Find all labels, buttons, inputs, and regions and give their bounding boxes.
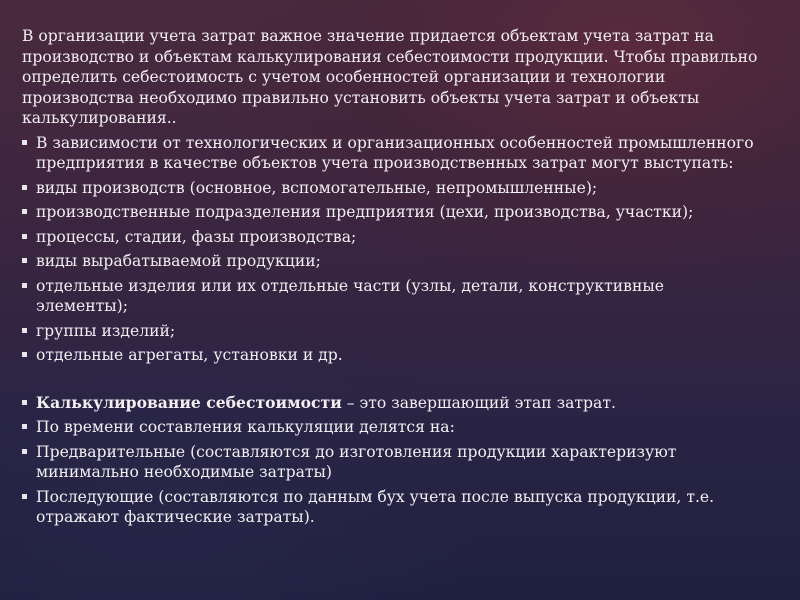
list-item	[22, 227, 760, 248]
bullet-icon	[22, 234, 27, 239]
list-item	[22, 442, 760, 483]
bullet-icon	[22, 449, 27, 454]
bullet-icon	[22, 185, 27, 190]
list-item	[22, 276, 760, 317]
bullet-icon	[22, 352, 27, 357]
bullet-list	[22, 133, 760, 528]
bullet-icon	[22, 140, 27, 145]
bullet-icon	[22, 400, 27, 405]
bullet-icon	[22, 494, 27, 499]
list-item	[22, 321, 760, 342]
list-item-text: группы изделий;	[36, 321, 176, 340]
calc-definition: – это завершающий этап затрат.	[341, 393, 616, 412]
lead-paragraph: В организации учета затрат важное значение придается объектам учета затрат на производство и объектам калькулирования себестоимости продукции. Чтобы правильно определить себестоимость с учетом особенностей организации и технологии производства необходимо правильно установить объекты учета затрат и объекты калькулирования..	[22, 27, 758, 127]
bullet-icon	[22, 258, 27, 263]
list-item	[22, 133, 760, 174]
bullet-icon	[22, 209, 27, 214]
list-item-text: отдельные изделия или их отдельные части (узлы, детали, конструктивные элементы);	[36, 276, 664, 315]
bullet-icon	[22, 328, 27, 333]
list-item	[22, 202, 760, 223]
list-item	[22, 417, 760, 438]
list-item-text: По времени составления калькуляции делятся на:	[36, 418, 455, 436]
calc-term: Калькулирование себестоимости	[36, 392, 342, 412]
list-item-text: Последующие (составляются по данным бух учета после выпуска продукции, т.е. отражают фактические затраты).	[36, 487, 715, 526]
list-item	[22, 251, 760, 272]
list-item	[22, 345, 760, 366]
list-item-text: отдельные агрегаты, установки и др.	[36, 346, 343, 364]
list-item-text: виды производств (основное, вспомогательные, непромышленные);	[36, 178, 598, 197]
list-item-text: В зависимости от технологических и организационных особенностей промышленного предприятия в качестве объектов учета производственных затрат могут выступать:	[36, 133, 754, 172]
list-item-text: Предварительные (составляются до изготовления продукции характеризуют минимально необходимые затраты)	[36, 442, 677, 481]
list-item-text: виды вырабатываемой продукции;	[36, 252, 321, 270]
list-item-text: производственные подразделения предприятия (цехи, производства, участки);	[36, 203, 694, 221]
list-item	[22, 178, 760, 199]
calc-definition-item	[22, 393, 760, 414]
bullet-icon	[22, 424, 27, 429]
bullet-icon	[22, 283, 27, 288]
list-item	[22, 487, 760, 528]
list-item-text: процессы, стадии, фазы производства;	[36, 227, 357, 246]
